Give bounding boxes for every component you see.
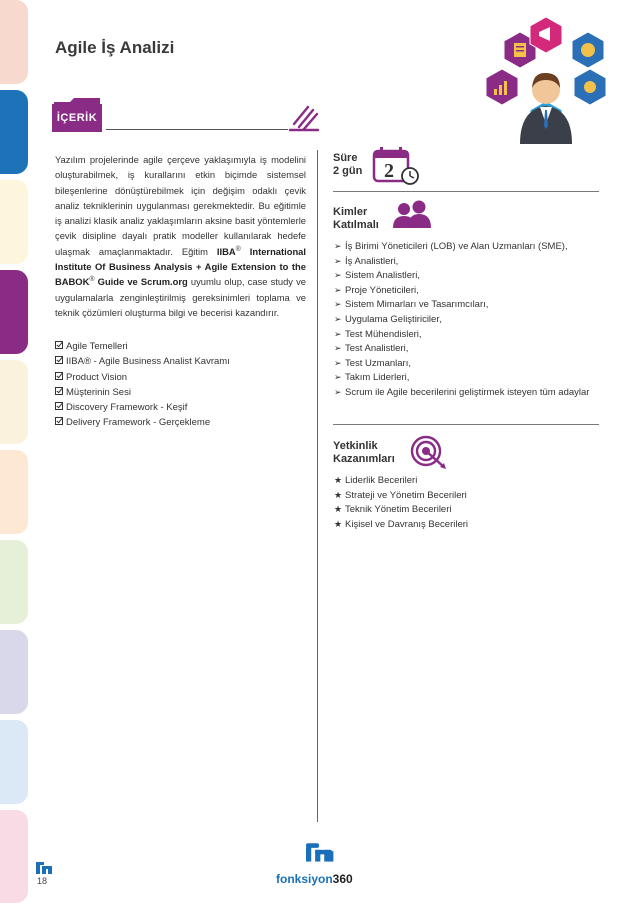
list-item: ➢ Proje Yöneticileri, bbox=[334, 284, 602, 299]
side-tabs bbox=[0, 0, 28, 903]
topics-checklist bbox=[55, 339, 306, 431]
list-item: ★ Liderlik Becerileri bbox=[334, 474, 602, 489]
list-item: ➢ İş Birimi Yöneticileri (LOB) ve Alan Uzmanları (SME), bbox=[334, 240, 602, 255]
list-item: ➢ İş Analistleri, bbox=[334, 255, 602, 270]
competencies-list bbox=[334, 474, 602, 532]
side-tab[interactable] bbox=[0, 720, 28, 804]
list-item: ➢ Takım Liderleri, bbox=[334, 371, 602, 386]
list-item: ★ Teknik Yönetim Becerileri bbox=[334, 503, 602, 518]
calendar-icon bbox=[372, 146, 420, 186]
side-tab[interactable] bbox=[0, 360, 28, 444]
divider bbox=[333, 424, 599, 425]
side-tab[interactable] bbox=[0, 90, 28, 174]
business-hexagon-illustration bbox=[476, 14, 616, 154]
checkbox-icon bbox=[55, 387, 63, 395]
list-item: Agile Temelleri bbox=[55, 339, 306, 354]
participants-heading: Kimler Katılmalı bbox=[333, 206, 379, 231]
side-tab[interactable] bbox=[0, 810, 28, 903]
list-item: Product Vision bbox=[55, 370, 306, 385]
checkbox-icon bbox=[55, 372, 63, 380]
divider bbox=[333, 191, 599, 192]
fonksiyon-mini-logo-icon bbox=[36, 862, 52, 874]
side-tab[interactable] bbox=[0, 0, 28, 84]
list-item: Müşterinin Sesi bbox=[55, 385, 306, 400]
checkbox-icon bbox=[55, 356, 63, 364]
list-item: IIBA® - Agile Business Analist Kavramı bbox=[55, 354, 306, 369]
intro-paragraph: Yazılım projelerinde agile çerçeve yaklaşımıyla iş modelini oluşturabilmek, iş kurallarını etkin biçimde sistemsel bileşenlerine dönüştürebilmek için değişim odaklı çevik analiz tekniklerinin uygulanması gerekmektedir. Bu eğitimle iş analizi klasik analiz yaklaşımların aksine basit yöntemlerle çevik disipline dayalı pratik modeller kullanılarak hedefe ulaşmak amaçlanmaktadır. Eğitim IIBA® International Institute Of Business Analysis + Agile Extension to the BABOK® Guide ve Scrum.org uyumlu olup, case study ve uygulamalarla zenginleştirilmiş gereksinimleri toplama ve teknik çözümleri oluşturma bilgi ve becerisi kazandırır. bbox=[55, 154, 307, 318]
side-tab[interactable] bbox=[0, 540, 28, 624]
column-divider bbox=[317, 150, 318, 822]
side-tab[interactable] bbox=[0, 630, 28, 714]
checkbox-icon bbox=[55, 341, 63, 349]
list-item: ★ Kişisel ve Davranış Becerileri bbox=[334, 518, 602, 533]
checkbox-icon bbox=[55, 417, 63, 425]
brand-name: fonksiyon360 bbox=[276, 872, 353, 886]
list-item: ➢ Sistem Analistleri, bbox=[334, 269, 602, 284]
side-tab[interactable] bbox=[0, 180, 28, 264]
participants-list bbox=[334, 240, 602, 401]
fonksiyon-logo-icon bbox=[276, 842, 366, 872]
list-item: ➢ Sistem Mimarları ve Tasarımcıları, bbox=[334, 298, 602, 313]
list-item: Discovery Framework - Keşif bbox=[55, 400, 306, 415]
list-item: ➢ Test Analistleri, bbox=[334, 342, 602, 357]
page-number: 18 bbox=[37, 876, 48, 886]
pencil-icon bbox=[288, 102, 320, 132]
competencies-heading: Yetkinlik Kazanımları bbox=[333, 440, 395, 465]
target-icon bbox=[410, 433, 448, 471]
side-tab[interactable] bbox=[0, 270, 28, 354]
list-item: ★ Strateji ve Yönetim Becerileri bbox=[334, 489, 602, 504]
calendar-number: 2 bbox=[384, 160, 394, 182]
list-item: ➢ Scrum ile Agile becerilerini geliştirmek isteyen tüm adaylar bbox=[334, 386, 602, 401]
people-icon bbox=[392, 200, 432, 230]
duration-heading: Süre 2 gün bbox=[333, 152, 363, 177]
checkbox-icon bbox=[55, 402, 63, 410]
list-item: ➢ Test Uzmanları, bbox=[334, 357, 602, 372]
list-item: ➢ Uygulama Geliştiriciler, bbox=[334, 313, 602, 328]
side-tab[interactable] bbox=[0, 450, 28, 534]
divider bbox=[106, 129, 288, 130]
page-title: Agile İş Analizi bbox=[55, 38, 175, 57]
list-item: Delivery Framework - Gerçekleme bbox=[55, 415, 306, 430]
section-label: İÇERİK bbox=[56, 112, 98, 124]
list-item: ➢ Test Mühendisleri, bbox=[334, 328, 602, 343]
